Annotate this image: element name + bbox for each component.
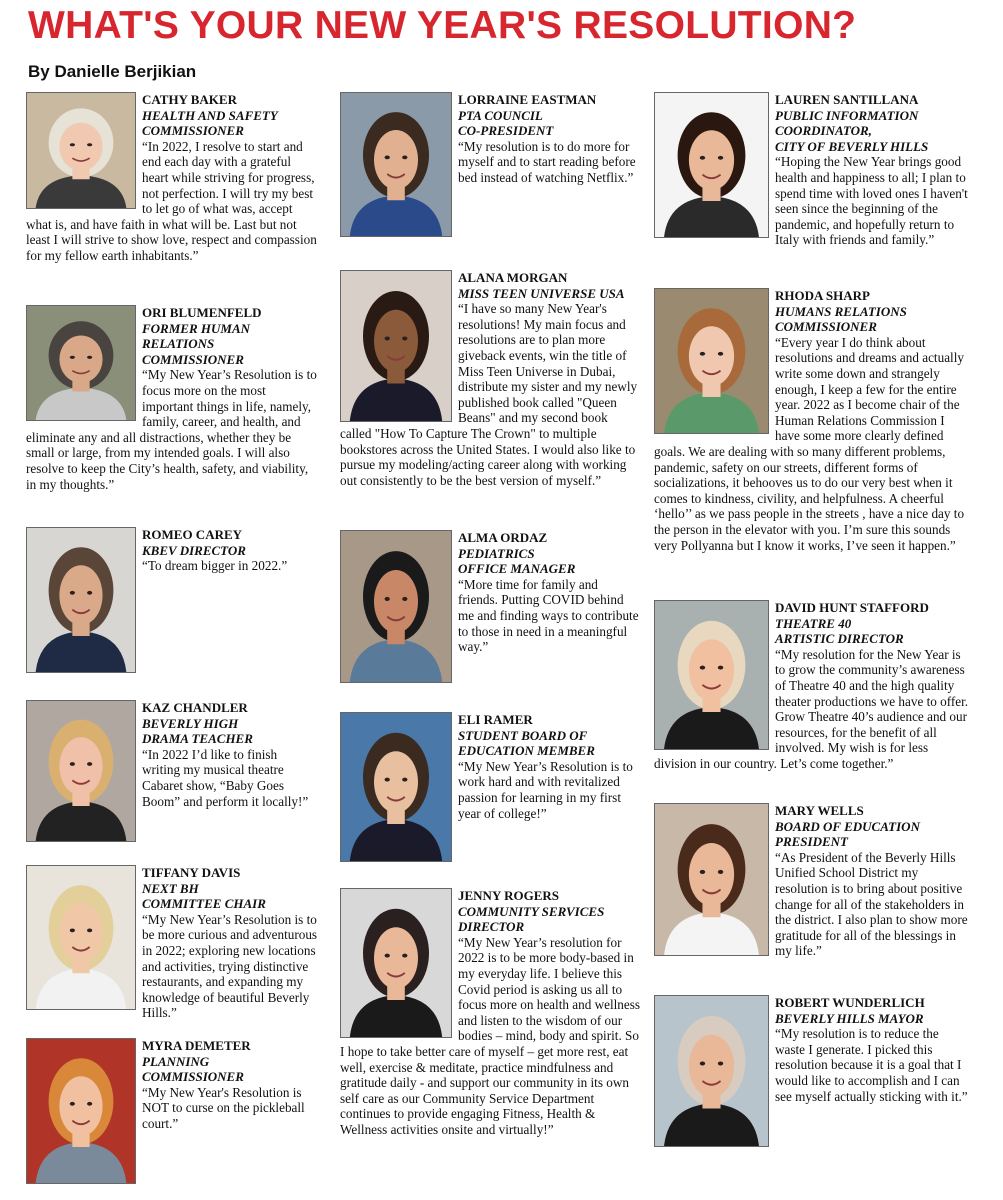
portrait-photo bbox=[340, 888, 452, 1038]
resolution-quote: “To dream bigger in 2022.” bbox=[142, 558, 288, 574]
portrait-photo bbox=[26, 92, 136, 209]
person-title: COMMUNITY SERVICES DIRECTOR bbox=[458, 903, 605, 935]
person-title: PLANNING COMMISSIONER bbox=[142, 1053, 244, 1085]
person-name: ORI BLUMENFELD bbox=[142, 305, 262, 320]
resolution-entry bbox=[654, 288, 972, 553]
resolution-quote: “My New Year’s Resolution is to work hard and with revitalized passion for learning in my first year of college!” bbox=[458, 758, 633, 821]
portrait-photo bbox=[26, 865, 136, 1010]
resolution-entry bbox=[654, 995, 972, 1150]
person-name: ROBERT WUNDERLICH bbox=[775, 995, 925, 1010]
person-title: KBEV DIRECTOR bbox=[142, 542, 246, 558]
resolution-quote: “My New Year’s resolution for 2022 is to be more body-based in my everyday life. I believe this Covid period is asking us all to focus more on health and wellness and listen to the wisdom of our bodies – mind, body and spirit. So I hope to take better care of myself – get more rest, eat well, exercise & meditate, practice mindfulness and gratitude daily - and support our community in its own self care as our Community Service Department continues to provide engaging Fitness, Health & Wellness activities onsite and virtually!” bbox=[340, 934, 641, 1137]
resolution-entry bbox=[26, 1038, 318, 1187]
person-title: PUBLIC INFORMATION COORDINATOR, CITY OF BEVERLY HILLS bbox=[775, 107, 929, 154]
person-name: KAZ CHANDLER bbox=[142, 700, 248, 715]
person-title: STUDENT BOARD OF EDUCATION MEMBER bbox=[458, 727, 595, 759]
person-name: ELI RAMER bbox=[458, 712, 533, 727]
person-name: TIFFANY DAVIS bbox=[142, 865, 241, 880]
portrait-photo bbox=[26, 1038, 136, 1184]
person-name: CATHY BAKER bbox=[142, 92, 237, 107]
resolution-quote: “Every year I do think about resolutions and dreams and actually write some down and strangely enough, I keep a few for the entire year. 2022 as I become chair of the Human Relations Commission I have some more clearly defined goals. We are dealing with so many different problems, pandemic, safety on our streets, different forms of socializations, it behooves us to do our very best when it comes to kindness, civility, and helpfulness. A cheerful ‘hello’’ as we pass people in the streets , have a nice day to the person in the elevator with you. I’m sure this sounds very Pollyanna but I know it works, I’ve seen it happen.” bbox=[654, 334, 965, 553]
portrait-photo bbox=[26, 305, 136, 421]
person-title: MISS TEEN UNIVERSE USA bbox=[458, 285, 625, 301]
resolution-quote: “More time for family and friends. Putting COVID behind me and finding ways to contribute to those in need in a meaningful way.” bbox=[458, 576, 639, 655]
person-title: PEDIATRICS OFFICE MANAGER bbox=[458, 545, 576, 577]
person-title: THEATRE 40 ARTISTIC DIRECTOR bbox=[775, 615, 904, 647]
resolution-entry bbox=[26, 700, 318, 845]
person-name: RHODA SHARP bbox=[775, 288, 870, 303]
person-title: BEVERLY HILLS MAYOR bbox=[775, 1010, 924, 1026]
resolution-quote: “As President of the Beverly Hills Unified School District my resolution is to bring about positive change for all of the stakeholders in the district. I also plan to show more gratitude for all of the blessings in my life.” bbox=[775, 849, 968, 959]
resolution-quote: “My resolution is to do more for myself and to start reading before bed instead of watching Netflix.” bbox=[458, 138, 636, 185]
portrait-photo bbox=[654, 288, 769, 434]
resolution-quote: “My New Year’s Resolution is to focus more on the most important things in life, namely, family, career, and health, and eliminate any and all distractions, whether they be small or large, from my intended goals. I will also resolve to keep the City’s health, safety, and viability, in my thoughts.” bbox=[26, 367, 317, 492]
portrait-photo bbox=[26, 700, 136, 842]
portrait-photo bbox=[340, 530, 452, 683]
person-title: BOARD OF EDUCATION PRESIDENT bbox=[775, 818, 920, 850]
resolution-entry bbox=[654, 92, 972, 248]
resolution-entry bbox=[340, 530, 640, 686]
byline: By Danielle Berjikian bbox=[28, 62, 197, 81]
resolution-quote: “In 2022, I resolve to start and end each day with a grateful heart while striving for progress, not perfection. I will try my best to let go of what was, accept what is, and have faith in what will be. Last but not least I will strive to show love, respect and compassion for my fellow earth inhabitants.” bbox=[26, 138, 317, 263]
portrait-photo bbox=[654, 995, 769, 1147]
portrait-photo bbox=[654, 92, 769, 238]
resolution-entry bbox=[26, 92, 318, 264]
resolution-entry bbox=[654, 803, 972, 959]
resolution-quote: “In 2022 I’d like to finish writing my musical theatre Cabaret show, “Baby Goes Boom” and perform it locally!” bbox=[142, 746, 309, 809]
resolution-quote: “Hoping the New Year brings good health and happiness to all; I plan to spend time with loved ones I haven't seen since the beginning of the pandemic, and hopefully return to Italy with friends and family.” bbox=[775, 154, 968, 248]
person-title: PTA COUNCIL CO-PRESIDENT bbox=[458, 107, 554, 139]
resolution-quote: “My resolution for the New Year is to grow the community’s awareness of Theatre 40 and the high quality theater productions we have to offer. Grow Theatre 40’s audience and our resources, for the benefit of all involved. My wish is for less division in our country. Let’s come together.” bbox=[654, 646, 969, 771]
person-name: JENNY ROGERS bbox=[458, 888, 560, 903]
portrait-photo bbox=[26, 527, 136, 673]
person-name: LORRAINE EASTMAN bbox=[458, 92, 597, 107]
resolution-entry bbox=[26, 865, 318, 1021]
page-title: WHAT'S YOUR NEW YEAR'S RESOLUTION? bbox=[28, 4, 857, 47]
person-name: ALMA ORDAZ bbox=[458, 530, 548, 545]
person-name: MARY WELLS bbox=[775, 803, 864, 818]
resolution-entry bbox=[654, 600, 972, 772]
resolution-entry bbox=[340, 92, 640, 240]
person-name: DAVID HUNT STAFFORD bbox=[775, 600, 929, 615]
person-title: HEALTH AND SAFETY COMMISSIONER bbox=[142, 107, 278, 139]
person-name: LAUREN SANTILLANA bbox=[775, 92, 919, 107]
resolution-quote: “My New Year’s Resolution is to be more curious and adventurous in 2022; exploring new locations and activities, trying distinctive restaurants, and expanding my knowledge of beautiful Beverly Hills.” bbox=[142, 911, 318, 1021]
person-title: NEXT BH COMMITTEE CHAIR bbox=[142, 880, 266, 912]
resolution-entry bbox=[26, 305, 318, 492]
person-name: ROMEO CAREY bbox=[142, 527, 243, 542]
resolution-quote: “My New Year's Resolution is NOT to curse on the pickleball court.” bbox=[142, 1084, 305, 1131]
portrait-photo bbox=[654, 803, 769, 956]
person-title: HUMANS RELATIONS COMMISSIONER bbox=[775, 303, 907, 335]
resolution-entry bbox=[26, 527, 318, 676]
person-name: MYRA DEMETER bbox=[142, 1038, 251, 1053]
person-title: FORMER HUMAN RELATIONS COMMISSIONER bbox=[142, 320, 250, 367]
person-title: BEVERLY HIGH DRAMA TEACHER bbox=[142, 715, 253, 747]
resolution-quote: “I have so many New Year's resolutions! My main focus and resolutions are to plan more giveback events, win the title of Miss Teen Universe in Dubai, distribute my sister and my newly published book called "Queen Beans" and my second book called "How To Capture The Crown" to multiple bookstores across the United States. I would also like to pursue my modeling/acting career along with working out consistently to be the best version of myself.” bbox=[340, 301, 638, 488]
resolution-entry bbox=[340, 712, 640, 865]
resolution-entry bbox=[340, 888, 640, 1138]
portrait-photo bbox=[340, 92, 452, 237]
portrait-photo bbox=[340, 712, 452, 862]
person-name: ALANA MORGAN bbox=[458, 270, 568, 285]
portrait-photo bbox=[654, 600, 769, 750]
resolution-entry bbox=[340, 270, 640, 488]
portrait-photo bbox=[340, 270, 452, 422]
resolution-quote: “My resolution is to reduce the waste I generate. I picked this resolution because it is a goal that I would like to accomplish and I can see myself actually sticking with it.” bbox=[775, 1026, 968, 1104]
